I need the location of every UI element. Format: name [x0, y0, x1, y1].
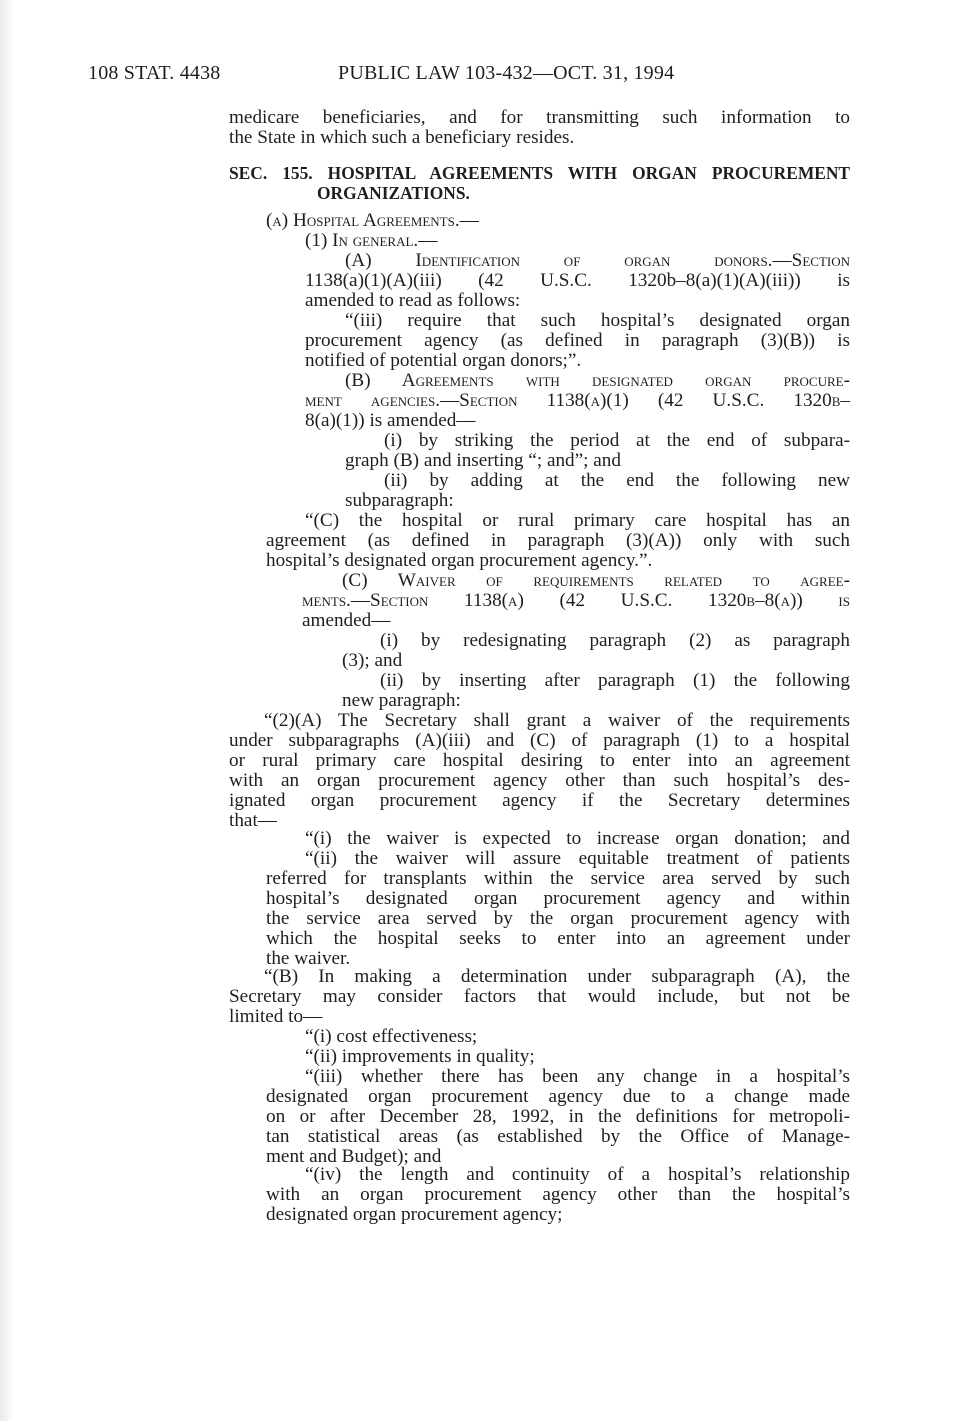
body-line: hospital’s designated organ procurement agency.”.	[266, 550, 653, 571]
body-line: notified of potential organ donors;”.	[305, 350, 582, 371]
body-line: the State in which such a beneficiary resides.	[229, 127, 575, 148]
body-line: ignated organ procurement agency if the Secretary determines	[229, 790, 850, 811]
body-line: procurement agency (as defined in paragraph (3)(B)) is	[305, 330, 850, 351]
body-line: “(iii) whether there has been any change in a hospital’s	[305, 1066, 850, 1087]
body-line: with an organ procurement agency other than such hospital’s des-	[229, 770, 850, 791]
body-line: (ii) by adding at the end the following new	[384, 470, 850, 491]
body-line: hospital’s designated organ procurement agency and within	[266, 888, 850, 909]
body-line: “(iii) require that such hospital’s designated organ	[345, 310, 850, 331]
body-line: designated organ procurement agency due to a change made	[266, 1086, 850, 1107]
body-line: or rural primary care hospital desiring to enter into an agreement	[229, 750, 850, 771]
body-line: “(ii) the waiver will assure equitable treatment of patients	[305, 848, 850, 869]
body-line: tan statistical areas (as established by the Office of Manage-	[266, 1126, 850, 1147]
body-line: graph (B) and inserting “; and”; and	[345, 450, 621, 471]
body-line: designated organ procurement agency;	[266, 1204, 563, 1225]
paragraph-heading: (1) In general.—	[305, 230, 438, 251]
body-line: ments.—Section 1138(a) (42 U.S.C. 1320b–8(a)) is	[302, 590, 850, 611]
body-line: (i) by striking the period at the end of subpara-	[384, 430, 850, 451]
body-line: (ii) by inserting after paragraph (1) the following	[380, 670, 850, 691]
body-line: “(2)(A) The Secretary shall grant a waiver of the requirements	[264, 710, 850, 731]
body-line: amended to read as follows:	[305, 290, 521, 311]
public-law-title: PUBLIC LAW 103-432—OCT. 31, 1994	[338, 62, 675, 84]
body-line: ment agencies.—Section 1138(a)(1) (42 U.S.C. 1320b–	[305, 390, 850, 411]
body-line: “(B) In making a determination under subparagraph (A), the	[264, 966, 850, 987]
body-line: “(i) cost effectiveness;	[305, 1026, 478, 1047]
body-line: Secretary may consider factors that would include, but not be	[229, 986, 850, 1007]
body-line: “(iv) the length and continuity of a hospital’s relationship	[305, 1164, 850, 1185]
body-line: subparagraph:	[345, 490, 454, 511]
body-line: “(i) the waiver is expected to increase organ donation; and	[305, 828, 850, 849]
body-line: ment and Budget); and	[266, 1146, 442, 1167]
body-line: (A) Identification of organ donors.—Section	[345, 250, 850, 271]
body-line: new paragraph:	[342, 690, 461, 711]
body-line: amended—	[302, 610, 391, 631]
subsection-heading: (a) Hospital Agreements.—	[266, 210, 479, 231]
body-line: the waiver.	[266, 948, 351, 969]
body-line: agreement (as defined in paragraph (3)(A)) only with such	[266, 530, 850, 551]
body-line: under subparagraphs (A)(iii) and (C) of paragraph (1) to a hospital	[229, 730, 850, 751]
body-line: limited to—	[229, 1006, 323, 1027]
body-line: on or after December 28, 1992, in the definitions for metropoli-	[266, 1106, 850, 1127]
body-line: medicare beneficiaries, and for transmitting such information to	[229, 107, 850, 128]
page-edge-shadow	[0, 0, 14, 1421]
body-line: referred for transplants within the service area served by such	[266, 868, 850, 889]
body-line: (i) by redesignating paragraph (2) as paragraph	[380, 630, 850, 651]
body-line: with an organ procurement agency other than the hospital’s	[266, 1184, 850, 1205]
body-line: (C) Waiver of requirements related to agree-	[342, 570, 850, 591]
body-line: (B) Agreements with designated organ procure-	[345, 370, 850, 391]
body-line: 8(a)(1)) is amended—	[305, 410, 476, 431]
body-line: 1138(a)(1)(A)(iii) (42 U.S.C. 1320b–8(a)(1)(A)(iii)) is	[305, 270, 850, 291]
section-heading: SEC. 155. HOSPITAL AGREEMENTS WITH ORGAN PROCUREMENT	[229, 163, 850, 183]
body-line: “(ii) improvements in quality;	[305, 1046, 535, 1067]
body-line: which the hospital seeks to enter into an agreement under	[266, 928, 850, 949]
body-line: that—	[229, 810, 277, 831]
body-line: “(C) the hospital or rural primary care hospital has an	[305, 510, 850, 531]
body-line: (3); and	[342, 650, 403, 671]
body-line: the service area served by the organ procurement agency with	[266, 908, 850, 929]
section-heading: ORGANIZATIONS.	[317, 183, 470, 203]
stat-page-number: 108 STAT. 4438	[88, 62, 221, 84]
